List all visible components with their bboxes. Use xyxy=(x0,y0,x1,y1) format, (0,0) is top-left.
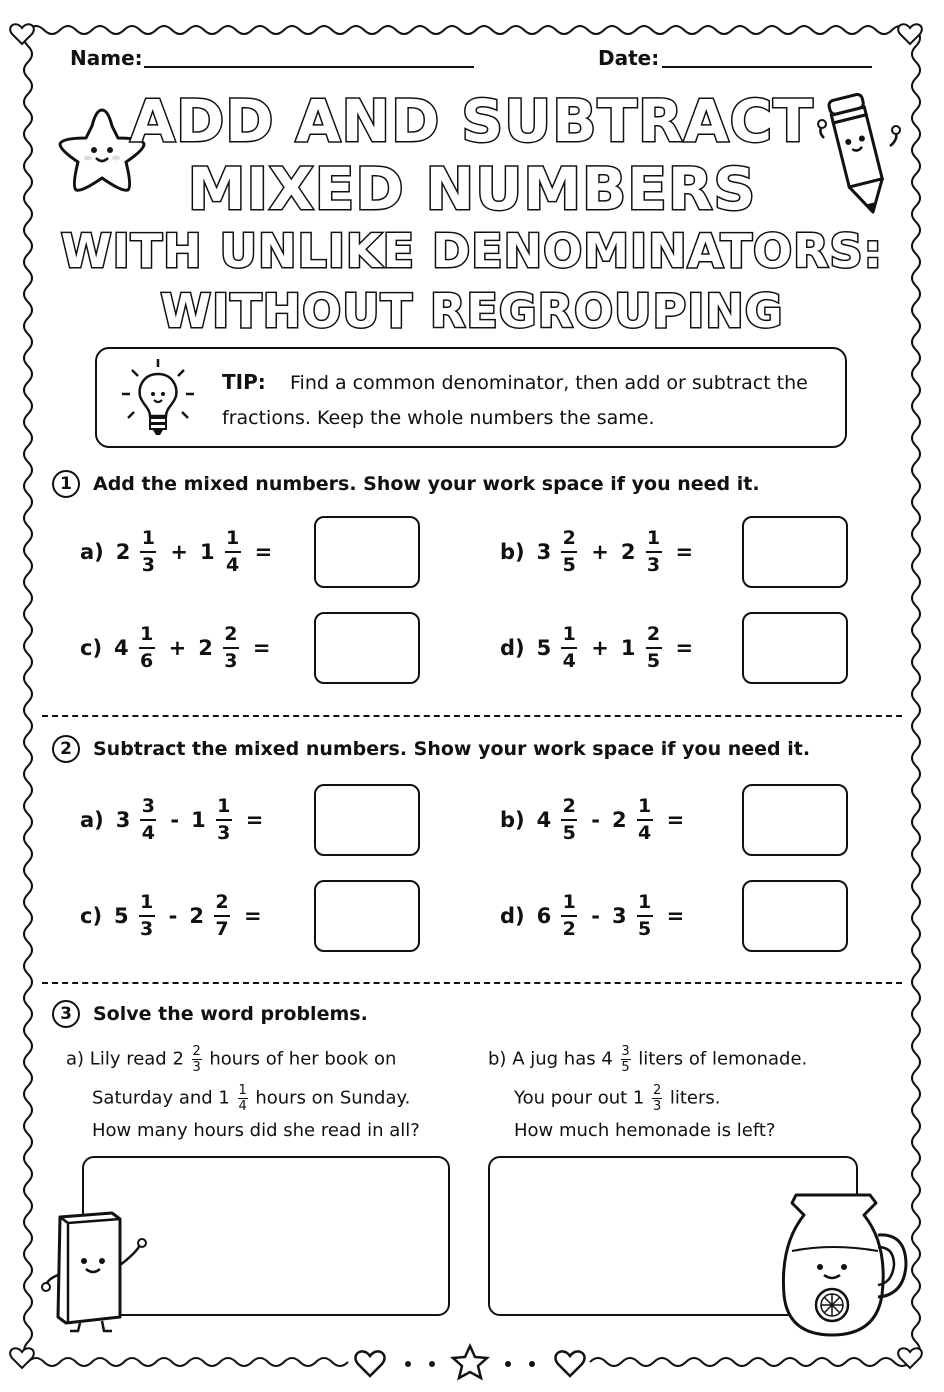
operator: + xyxy=(170,540,189,564)
text: liters of lemonade. xyxy=(638,1048,808,1070)
operator: - xyxy=(168,904,178,928)
whole-number: 5 xyxy=(114,904,129,928)
whole-number: 5 xyxy=(536,636,552,660)
numerator: 1 xyxy=(226,527,240,550)
word-problem-a-line-2 xyxy=(92,1084,410,1113)
word-problem-a-line-3: How many hours did she read in all? xyxy=(92,1120,420,1141)
text: You pour out 1 xyxy=(514,1087,645,1109)
operator: - xyxy=(170,808,180,832)
answer-box-2a[interactable] xyxy=(314,784,420,856)
word-problem-a-line-1 xyxy=(66,1045,396,1074)
lightbulb-icon xyxy=(118,356,198,440)
pitcher-icon xyxy=(778,1185,914,1345)
problem-label: a) xyxy=(80,540,104,564)
name-label: Name: xyxy=(70,46,143,70)
s2-problem-a xyxy=(80,790,263,850)
tip-text-line-1: Find a common denominator, then add or subtract the xyxy=(290,372,808,394)
fraction xyxy=(223,624,239,672)
equals-sign: = xyxy=(675,540,694,564)
numerator: 1 xyxy=(217,795,231,818)
word-problem-b-line-1 xyxy=(488,1045,807,1074)
problem-label: d) xyxy=(500,904,525,928)
numerator: 1 xyxy=(637,891,652,914)
denominator: 3 xyxy=(217,822,231,844)
fraction xyxy=(561,528,577,576)
whole-number: 3 xyxy=(611,904,627,928)
fraction xyxy=(646,624,662,672)
numerator: 1 xyxy=(141,527,156,550)
equals-sign: = xyxy=(252,636,271,660)
s2-problem-c xyxy=(80,886,262,946)
fraction xyxy=(621,1045,631,1074)
equals-sign: = xyxy=(245,808,264,832)
fraction xyxy=(139,892,155,940)
star-icon xyxy=(453,1346,487,1378)
section-3-title: Solve the word problems. xyxy=(93,1003,368,1025)
section-2-number: 2 xyxy=(52,735,80,763)
word-problem-b-line-3: How much hemonade is left? xyxy=(514,1120,776,1141)
heart-icon xyxy=(555,1351,584,1376)
denominator: 3 xyxy=(141,554,156,576)
s2-problem-d xyxy=(500,886,684,946)
problem-label: b) xyxy=(488,1048,507,1070)
text: hours of her book on xyxy=(209,1048,397,1070)
denominator: 5 xyxy=(646,650,661,672)
fraction xyxy=(637,796,653,844)
whole-number: 2 xyxy=(198,636,213,660)
denominator: 3 xyxy=(224,650,238,672)
title-line-3: WITH UNLIKE DENOMINATORS: xyxy=(60,224,884,278)
answer-box-2b[interactable] xyxy=(742,784,848,856)
s2-problem-b xyxy=(500,790,684,850)
numerator: 2 xyxy=(215,891,229,914)
name-field[interactable] xyxy=(144,66,474,68)
denominator: 3 xyxy=(652,1099,662,1114)
section-1-number: 1 xyxy=(52,470,80,498)
denominator: 4 xyxy=(562,650,576,672)
text: hours on Sunday. xyxy=(255,1087,411,1109)
fraction xyxy=(216,796,232,844)
fraction xyxy=(140,796,156,844)
numerator: 2 xyxy=(562,527,576,550)
whole-number: 6 xyxy=(536,904,552,928)
answer-box-1b[interactable] xyxy=(742,516,848,588)
book-icon xyxy=(40,1205,158,1335)
fraction xyxy=(652,1084,662,1113)
denominator: 4 xyxy=(226,554,240,576)
fraction xyxy=(238,1084,248,1113)
title-line-1: ADD AND SUBTRACT xyxy=(130,87,814,155)
fraction xyxy=(214,892,230,940)
operator: + xyxy=(591,540,609,564)
text: Saturday and 1 xyxy=(92,1087,230,1109)
equals-sign: = xyxy=(675,636,694,660)
denominator: 2 xyxy=(562,918,576,940)
fraction xyxy=(561,624,577,672)
numerator: 1 xyxy=(562,891,576,914)
problem-label: b) xyxy=(500,540,525,564)
equals-sign: = xyxy=(666,808,685,832)
numerator: 1 xyxy=(238,1083,247,1098)
s1-problem-b xyxy=(500,522,693,582)
whole-number: 4 xyxy=(114,636,129,660)
text: A jug has 4 xyxy=(512,1048,613,1070)
title-line-2: MIXED NUMBERS xyxy=(187,155,757,223)
operator: - xyxy=(591,808,600,832)
tip-box xyxy=(95,347,847,448)
numerator: 1 xyxy=(646,527,661,550)
whole-number: 1 xyxy=(620,636,636,660)
denominator: 5 xyxy=(621,1060,630,1075)
text: liters. xyxy=(669,1087,721,1109)
numerator: 1 xyxy=(140,623,154,646)
fraction xyxy=(561,892,577,940)
fraction xyxy=(139,624,155,672)
text: Lily read 2 xyxy=(89,1048,184,1070)
answer-box-2d[interactable] xyxy=(742,880,848,952)
problem-label: c) xyxy=(80,904,103,928)
operator: + xyxy=(168,636,187,660)
denominator: 4 xyxy=(637,822,652,844)
fraction xyxy=(225,528,241,576)
problem-label: b) xyxy=(500,808,525,832)
section-2-title: Subtract the mixed numbers. Show your work space if you need it. xyxy=(93,738,811,760)
whole-number: 1 xyxy=(200,540,215,564)
s1-problem-d xyxy=(500,618,693,678)
denominator: 4 xyxy=(141,822,156,844)
whole-number: 2 xyxy=(189,904,205,928)
denominator: 5 xyxy=(562,554,576,576)
whole-number: 3 xyxy=(115,808,131,832)
denominator: 3 xyxy=(646,554,661,576)
equals-sign: = xyxy=(666,904,685,928)
fraction xyxy=(140,528,156,576)
s1-problem-a xyxy=(80,522,272,582)
heart-icon xyxy=(355,1351,384,1376)
problem-label: a) xyxy=(66,1048,85,1070)
answer-box-1c[interactable] xyxy=(314,612,420,684)
numerator: 2 xyxy=(224,623,238,646)
date-field[interactable] xyxy=(662,66,872,68)
equals-sign: = xyxy=(244,904,262,928)
denominator: 3 xyxy=(192,1060,201,1075)
answer-box-2c[interactable] xyxy=(314,880,420,952)
whole-number: 2 xyxy=(611,808,627,832)
bottom-decoration xyxy=(350,1340,590,1384)
fraction xyxy=(646,528,662,576)
tip-text-line-2: fractions. Keep the whole numbers the same. xyxy=(222,407,655,429)
problem-label: a) xyxy=(80,808,104,832)
numerator: 2 xyxy=(562,795,576,818)
denominator: 5 xyxy=(562,822,576,844)
answer-box-1d[interactable] xyxy=(742,612,848,684)
denominator: 6 xyxy=(140,650,154,672)
numerator: 2 xyxy=(192,1044,201,1059)
date-label: Date: xyxy=(598,46,660,70)
whole-number: 1 xyxy=(191,808,206,832)
equals-sign: = xyxy=(254,540,273,564)
title-line-4: WITHOUT REGROUPING xyxy=(160,284,784,338)
whole-number: 2 xyxy=(620,540,636,564)
tip-label: TIP: xyxy=(222,370,266,394)
fraction xyxy=(637,892,653,940)
section-1-title: Add the mixed numbers. Show your work space if you need it. xyxy=(93,473,760,495)
whole-number: 2 xyxy=(115,540,131,564)
numerator: 2 xyxy=(652,1083,662,1098)
whole-number: 3 xyxy=(536,540,552,564)
word-problem-b-line-2 xyxy=(514,1084,720,1113)
numerator: 1 xyxy=(637,795,652,818)
denominator: 7 xyxy=(215,918,229,940)
section-3-number: 3 xyxy=(52,1000,80,1028)
operator: - xyxy=(591,904,600,928)
problem-label: d) xyxy=(500,636,525,660)
denominator: 3 xyxy=(140,918,154,940)
denominator: 4 xyxy=(238,1099,247,1114)
fraction xyxy=(192,1045,202,1074)
answer-box-1a[interactable] xyxy=(314,516,420,588)
section-divider xyxy=(42,715,902,717)
section-divider xyxy=(42,982,902,984)
numerator: 1 xyxy=(562,623,576,646)
whole-number: 4 xyxy=(536,808,552,832)
problem-label: c) xyxy=(80,636,103,660)
numerator: 3 xyxy=(621,1044,630,1059)
numerator: 2 xyxy=(646,623,661,646)
s1-problem-c xyxy=(80,618,271,678)
fraction xyxy=(561,796,577,844)
numerator: 3 xyxy=(141,795,156,818)
operator: + xyxy=(591,636,609,660)
numerator: 1 xyxy=(140,891,154,914)
denominator: 5 xyxy=(637,918,652,940)
